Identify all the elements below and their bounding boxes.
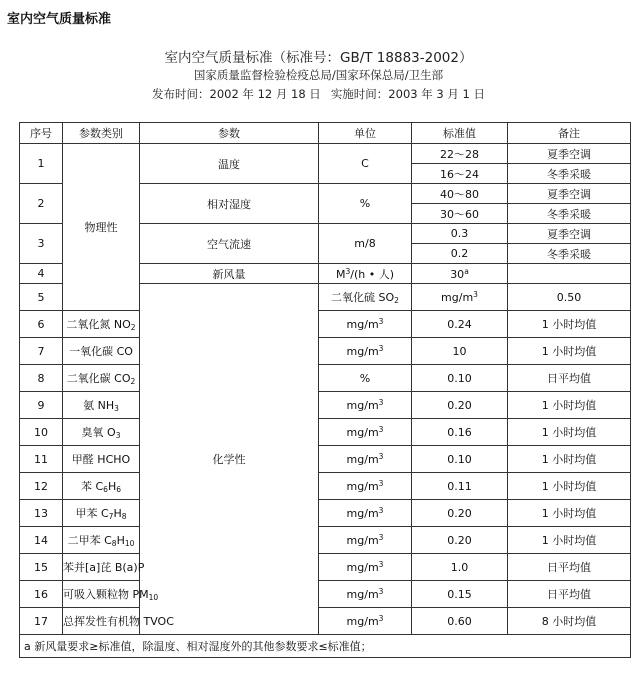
note: 夏季空调 xyxy=(508,144,631,164)
standard-value: 0.3 xyxy=(412,224,508,244)
row-number: 17 xyxy=(20,608,63,635)
publish-date: 发布时间：2002 年 12 月 18 日 xyxy=(152,87,321,101)
note: 1 小时均值 xyxy=(508,392,631,419)
standard-value: 0.20 xyxy=(412,527,508,554)
parameter: 二氧化氮 $NO_2$ xyxy=(63,311,140,338)
unit: $mg/m^3$ xyxy=(319,581,412,608)
table-row xyxy=(20,554,631,581)
table-row xyxy=(20,392,631,419)
parameter: 空气流速 xyxy=(140,224,319,264)
row-number: 3 xyxy=(20,224,63,264)
standard-value: 0.2 xyxy=(412,244,508,264)
document-issuer: 国家质量监督检验检疫总局/国家环保总局/卫生部 xyxy=(193,68,444,82)
standard-value: 0.20 xyxy=(412,500,508,527)
note: 冬季采暖 xyxy=(508,164,631,184)
note: 1 小时均值 xyxy=(508,338,631,365)
header-standard-value: 标准值 xyxy=(412,123,508,144)
note: 日平均值 xyxy=(508,365,631,392)
row-number: 7 xyxy=(20,338,63,365)
table-row xyxy=(20,527,631,554)
row-number: 9 xyxy=(20,392,63,419)
row-number: 5 xyxy=(20,284,63,311)
header-unit: 单位 xyxy=(319,123,412,144)
row-number: 15 xyxy=(20,554,63,581)
parameter: 苯 $C_6H_6$ xyxy=(63,473,140,500)
standard-value: 0.50 xyxy=(508,284,631,311)
note: 1 小时均值 xyxy=(508,473,631,500)
standard-value: 16～24 xyxy=(412,164,508,184)
row-number: 2 xyxy=(20,184,63,224)
row-number: 4 xyxy=(20,264,63,284)
parameter: 二甲苯 $C_8H_{10}$ xyxy=(63,527,140,554)
parameter: 相对湿度 xyxy=(140,184,319,224)
standard-value: 30～60 xyxy=(412,204,508,224)
parameter: 甲苯 $C_7H_8$ xyxy=(63,500,140,527)
unit: $mg/m^3$ xyxy=(319,500,412,527)
parameter: 总挥发性有机物 TVOC xyxy=(63,608,140,635)
note: 日平均值 xyxy=(508,581,631,608)
standard-value: 22～28 xyxy=(412,144,508,164)
unit: $mg/m^3$ xyxy=(319,554,412,581)
standard-value: 1.0 xyxy=(412,554,508,581)
standard-value: 0.16 xyxy=(412,419,508,446)
row-number: 11 xyxy=(20,446,63,473)
parameter: 一氧化碳 CO xyxy=(63,338,140,365)
row-number: 6 xyxy=(20,311,63,338)
table-row xyxy=(20,608,631,635)
table-row xyxy=(20,446,631,473)
row-number: 1 xyxy=(20,144,63,184)
standard-value: 0.10 xyxy=(412,365,508,392)
parameter: 温度 xyxy=(140,144,319,184)
unit: $mg/m^3$ xyxy=(319,311,412,338)
category-physical: 物理性 xyxy=(63,144,140,311)
unit: % xyxy=(319,184,412,224)
parameter: 臭氧 $O_3$ xyxy=(63,419,140,446)
table-row xyxy=(20,500,631,527)
table-row xyxy=(20,473,631,500)
table-row xyxy=(20,311,631,338)
note xyxy=(508,264,631,284)
unit: $mg/m^3$ xyxy=(319,527,412,554)
header-note: 备注 xyxy=(508,123,631,144)
standard-table xyxy=(19,122,631,658)
header-parameter: 参数 xyxy=(140,123,319,144)
note: 1 小时均值 xyxy=(508,500,631,527)
unit: $mg/m^3$ xyxy=(319,608,412,635)
effective-date: 实施时间：2003 年 3 月 1 日 xyxy=(330,87,485,101)
note: 夏季空调 xyxy=(508,224,631,244)
unit: $M^3/(h$ • 人) xyxy=(319,264,412,284)
note: 1 小时均值 xyxy=(508,446,631,473)
table-row xyxy=(20,419,631,446)
unit: % xyxy=(319,365,412,392)
parameter: 二氧化硫 $SO_2$ xyxy=(319,284,412,311)
document-title: 室内空气质量标准（标准号：GB/T 18883-2002） xyxy=(164,50,473,66)
note: 冬季采暖 xyxy=(508,244,631,264)
table-row xyxy=(20,581,631,608)
category-chemical: 化学性 xyxy=(140,284,319,635)
unit: $mg/m^3$ xyxy=(412,284,508,311)
table-row xyxy=(20,338,631,365)
header-category: 参数类别 xyxy=(63,123,140,144)
parameter: 可吸入颗粒物 $PM_{10}$ xyxy=(63,581,140,608)
table-footnote-row xyxy=(20,635,631,658)
table-row xyxy=(20,144,631,164)
unit: $mg/m^3$ xyxy=(319,473,412,500)
row-number: 8 xyxy=(20,365,63,392)
note: 日平均值 xyxy=(508,554,631,581)
parameter: 氨 $NH_3$ xyxy=(63,392,140,419)
standard-value: 10 xyxy=(412,338,508,365)
standard-value: 0.60 xyxy=(412,608,508,635)
page-heading: 室内空气质量标准 xyxy=(7,12,112,27)
document-dates xyxy=(0,86,637,102)
row-number: 12 xyxy=(20,473,63,500)
unit: $mg/m^3$ xyxy=(319,338,412,365)
note: 8 小时均值 xyxy=(508,608,631,635)
note: 1 小时均值 xyxy=(508,311,631,338)
note: 夏季空调 xyxy=(508,184,631,204)
unit: $mg/m^3$ xyxy=(319,392,412,419)
note: 1 小时均值 xyxy=(508,527,631,554)
row-number: 14 xyxy=(20,527,63,554)
standard-value: 30$^a$ xyxy=(412,264,508,284)
unit: $mg/m^3$ xyxy=(319,446,412,473)
parameter: 新风量 xyxy=(140,264,319,284)
note: 冬季采暖 xyxy=(508,204,631,224)
unit: m/8 xyxy=(319,224,412,264)
parameter: 二氧化碳 $CO_2$ xyxy=(63,365,140,392)
row-number: 10 xyxy=(20,419,63,446)
row-number: 16 xyxy=(20,581,63,608)
header-no: 序号 xyxy=(20,123,63,144)
table-footnote: a 新风量要求≥标准值，除温度、相对湿度外的其他参数要求≤标准值； xyxy=(20,635,631,658)
unit: C xyxy=(319,144,412,184)
parameter: 苯并[a]芘 B(a)P xyxy=(63,554,140,581)
table-row xyxy=(20,365,631,392)
note: 1 小时均值 xyxy=(508,419,631,446)
standard-value: 0.10 xyxy=(412,446,508,473)
standard-value: 0.15 xyxy=(412,581,508,608)
row-number: 13 xyxy=(20,500,63,527)
parameter: 甲醛 HCHO xyxy=(63,446,140,473)
standard-value: 0.24 xyxy=(412,311,508,338)
unit: $mg/m^3$ xyxy=(319,419,412,446)
standard-value: 40～80 xyxy=(412,184,508,204)
standard-value: 0.11 xyxy=(412,473,508,500)
standard-value: 0.20 xyxy=(412,392,508,419)
